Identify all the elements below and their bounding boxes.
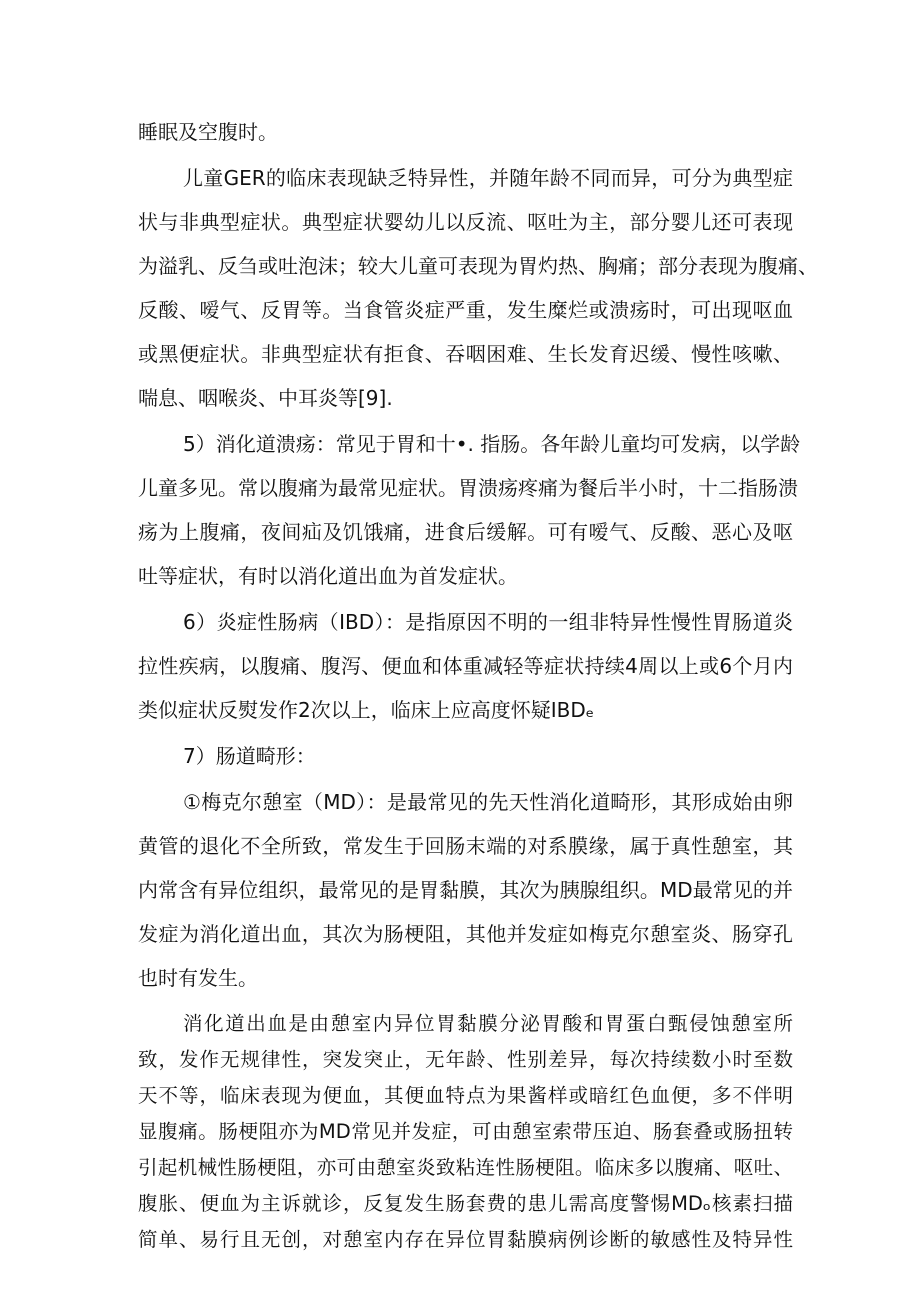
text-line: 儿童多见。常以腹痛为最常见症状。胃溃疡疼痛为餐后半小时，十二指肠溃 — [138, 476, 798, 500]
text-line: 为溢乳、反刍或吐泡沫；较大儿童可表现为胃灼热、胸痛；部分表现为腹痛、 — [138, 254, 818, 278]
text-line: 显腹痛。肠梗阻亦为MD常见并发症，可由憩室索带压迫、肠套叠或肠扭转 — [138, 1120, 793, 1143]
text-line: 吐等症状，有时以消化道出血为首发症状。 — [138, 564, 518, 588]
text-line: 疡为上腹痛，夜间疝及饥饿痛，进食后缓解。可有嗳气、反酸、恶心及呕 — [138, 520, 793, 544]
text-line: 5）消化道溃疡：常见于胃和十•. 指肠。各年龄儿童均可发病，以学龄 — [183, 432, 801, 456]
text-line: 反酸、嗳气、反胃等。当食管炎症严重，发生糜烂或溃疡时，可出现呕血 — [138, 298, 793, 322]
text-line: 内常含有异位组织，最常见的是胃黏膜，其次为胰腺组织。MD最常见的并 — [138, 878, 793, 902]
text-line: 儿童GER的临床表现缺乏特异性，并随年龄不同而异，可分为典型症 — [183, 166, 793, 190]
text-line: 天不等，临床表现为便血，其便血特点为果酱样或暗红色血便，多不伴明 — [138, 1084, 793, 1107]
text-line: 发症为消化道出血，其次为肠梗阻，其他并发症如梅克尔憩室炎、肠穿孔 — [138, 922, 793, 946]
text-line: 腹胀、便血为主诉就诊，反复发生肠套费的患儿需高度警惕MDₒ核素扫描 — [138, 1192, 793, 1215]
text-line: 也时有发生。 — [138, 966, 258, 990]
text-line: 引起机械性肠梗阻，亦可由憩室炎致粘连性肠梗阻。临床多以腹痛、呕吐、 — [138, 1156, 793, 1179]
text-line: 消化道出血是由憩室内异位胃黏膜分泌胃酸和胃蛋白甄侵蚀憩室所 — [183, 1012, 793, 1035]
text-line: 黄管的退化不全所致，常发生于回肠末端的对系膜缘，属于真性憩室，其 — [138, 834, 793, 858]
text-line: 或黑便症状。非典型症状有拒食、吞咽困难、生长发育迟缓、慢性咳嗽、 — [138, 342, 793, 366]
text-line: 6）炎症性肠病（IBD）：是指原因不明的一组非特异性慢性胃肠道炎 — [183, 610, 793, 634]
text-line: 喘息、咽喉炎、中耳炎等[9]. — [138, 386, 393, 410]
text-line: 7）肠道畸形： — [183, 744, 316, 768]
text-line: 拉性疾病，以腹痛、腹泻、便血和体重减轻等症状持续4周以上或6个月内 — [138, 654, 793, 678]
text-line: 致，发作无规律性，突发突止，无年龄、性别差异，每次持续数小时至数 — [138, 1048, 793, 1071]
text-line: 简单、易行且无创，对憩室内存在异位胃黏膜病例诊断的敏感性及特异性 — [138, 1228, 793, 1251]
text-line: 状与非典型症状。典型症状婴幼儿以反流、呕吐为主，部分婴儿还可表现 — [138, 210, 793, 234]
text-line: ①梅克尔憩室（MD）：是最常见的先天性消化道畸形，其形成始由卵 — [183, 790, 793, 814]
text-line: 类似症状反熨发作2次以上，临床上应高度怀疑IBDₑ — [138, 698, 595, 722]
text-line: 睡眠及空腹时。 — [138, 120, 278, 144]
